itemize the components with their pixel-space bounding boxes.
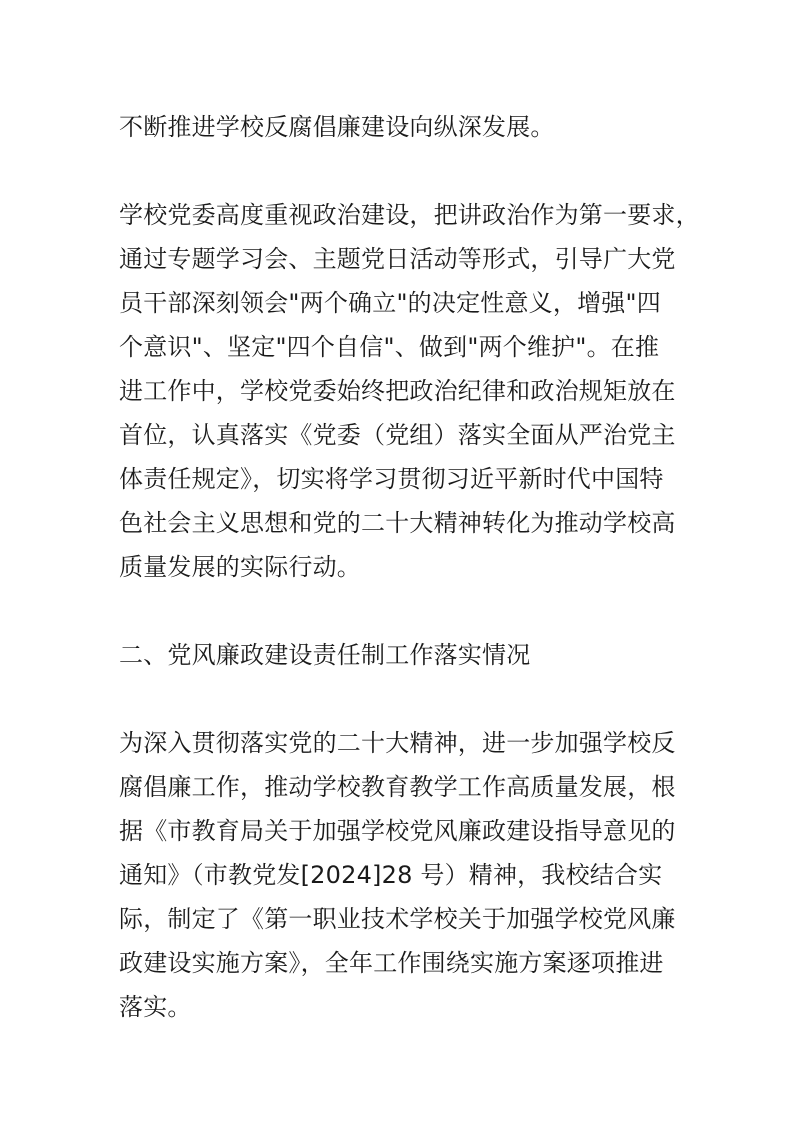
text-line: 质量发展的实际行动。 <box>119 553 361 581</box>
paragraph-gap <box>119 149 679 193</box>
text-line: 政建设实施方案》，全年工作围绕实施方案逐项推进 <box>119 949 664 977</box>
paragraph-responsibility <box>119 721 679 1029</box>
text-line: 落实。 <box>119 993 192 1021</box>
text-line: 腐倡廉工作，推动学校教育教学工作高质量发展，根 <box>119 773 676 801</box>
text-line: 色社会主义思想和党的二十大精神转化为推动学校高 <box>119 509 676 537</box>
text-line: 体责任规定》，切实将学习贯彻习近平新时代中国特 <box>119 465 664 493</box>
text-line: 学校党委高度重视政治建设，把讲政治作为第一要求， <box>119 201 700 229</box>
document-body <box>119 105 700 1029</box>
text-line: 员干部深刻领会"两个确立"的决定性意义，增强"四 <box>119 289 661 317</box>
text-line: 不断推进学校反腐倡廉建设向纵深发展。 <box>119 113 555 141</box>
text-line: 通知》（市教党发[2024]28 号）精神，我校结合实 <box>119 861 663 889</box>
text-line: 为深入贯彻落实党的二十大精神，进一步加强学校反 <box>119 729 676 757</box>
text-line: 际，制定了《第一职业技术学校关于加强学校党风廉 <box>119 905 676 933</box>
paragraph-gap <box>119 677 679 721</box>
paragraph-intro <box>119 105 679 149</box>
text-line: 首位，认真落实《党委（党组）落实全面从严治党主 <box>119 421 676 449</box>
paragraph-gap <box>119 589 679 633</box>
text-line: 进工作中，学校党委始终把政治纪律和政治规矩放在 <box>119 377 676 405</box>
paragraph-political-building <box>119 193 700 589</box>
section-heading <box>119 633 679 677</box>
text-line: 个意识"、坚定"四个自信"、做到"两个维护"。在推 <box>119 333 660 361</box>
text-line: 据《市教育局关于加强学校党风廉政建设指导意见的 <box>119 817 676 845</box>
heading-line: 二、党风廉政建设责任制工作落实情况 <box>119 641 531 669</box>
text-line: 通过专题学习会、主题党日活动等形式，引导广大党 <box>119 245 676 273</box>
